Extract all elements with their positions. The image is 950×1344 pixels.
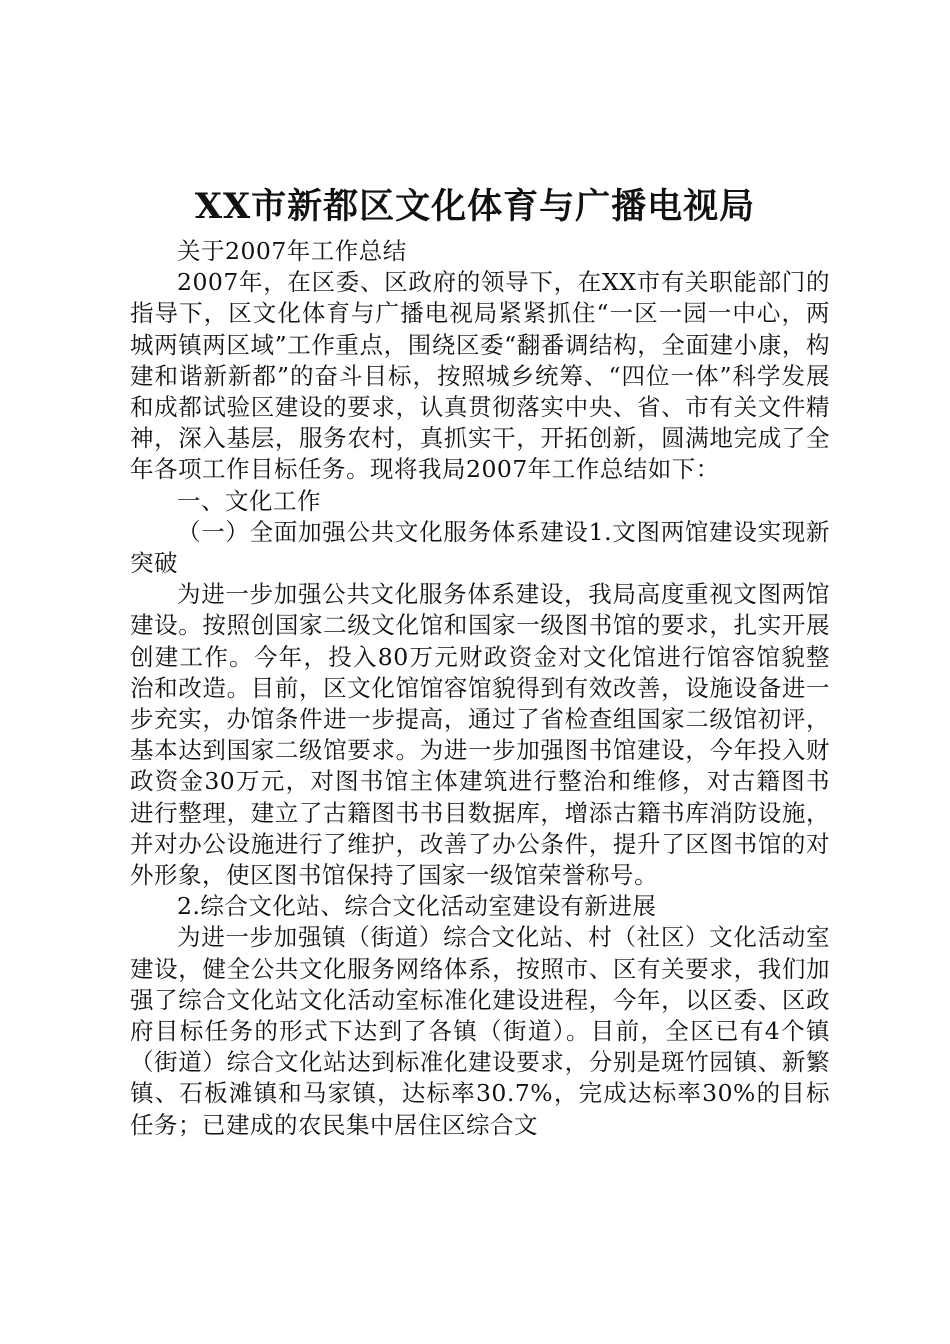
library-museum-paragraph: 为进一步加强公共文化服务体系建设，我局高度重视文图两馆建设。按照创国家二级文化馆和国家一级图书馆的要求，扎实开展创建工作。今年，投入80万元财政资金对文化馆进行馆容馆貌整治和改造。目前，区文化馆馆容馆貌得到有效改善，设施设备进一步充实，办馆条件进一步提高，通过了省检查组国家二级馆初评，基本达到国家二级馆要求。为进一步加强图书馆建设，今年投入财政资金30万元，对图书馆主体建筑进行整治和维修，对古籍图书进行整理，建立了古籍图书书目数据库，增添古籍书库消防设施，并对办公设施进行了维护，改善了办公条件，提升了区图书馆的对外形象，使区图书馆保持了国家一级馆荣誉称号。 — [130, 580, 830, 890]
subsection-heading-cultural-stations: 2.综合文化站、综合文化活动室建设有新进展 — [177, 892, 657, 921]
subtitle-paragraph: 关于2007年工作总结 — [177, 237, 407, 265]
document-body — [130, 236, 830, 1141]
subsection-heading-public-service: （一）全面加强公共文化服务体系建设1.文图两馆建设实现新突破 — [130, 517, 830, 578]
document-title: XX市新都区文化体育与广播电视局 — [194, 186, 756, 227]
cultural-stations-paragraph: 为进一步加强镇（街道）综合文化站、村（社区）文化活动室建设，健全公共文化服务网络体系，按照市、区有关要求，我们加强了综合文化站文化活动室标准化建设进程，今年，以区委、区政府目标任务的形式下达到了各镇（街道）。目前，全区已有4个镇（街道）综合文化站达到标准化建设要求，分别是斑竹园镇、新繁镇、石板滩镇和马家镇，达标率30.7%，完成达标率30%的目标任务；已建成的农民集中居住区综合文 — [130, 923, 830, 1139]
section-heading-culture: 一、文化工作 — [177, 486, 321, 515]
intro-paragraph: 2007年，在区委、区政府的领导下，在XX市有关职能部门的指导下，区文化体育与广播电视局紧紧抓住“一区一园一中心，两城两镇两区域”工作重点，围绕区委“翻番调结构，全面建小康，构建和谐新新都”的奋斗目标，按照城乡统筹、“四位一体”科学发展和成都试验区建设的要求，认真贯彻落实中央、省、市有关文件精神，深入基层，服务农村，真抓实干，开拓创新，圆满地完成了全年各项工作目标任务。现将我局2007年工作总结如下： — [130, 268, 830, 484]
